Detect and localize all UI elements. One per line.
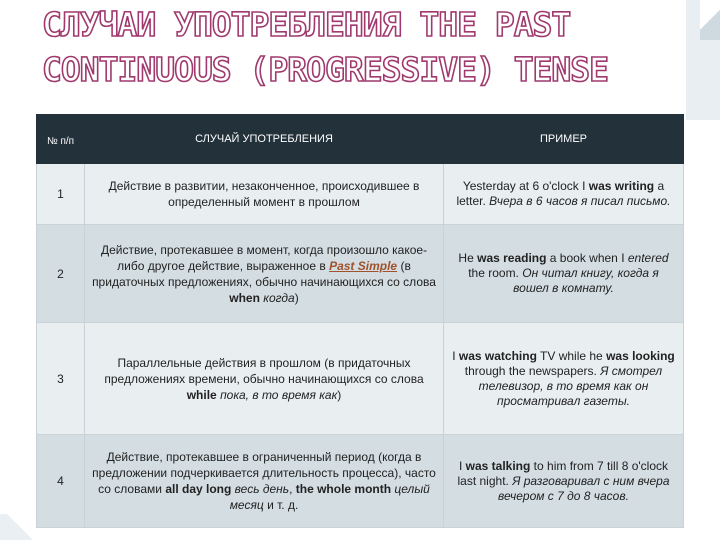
column-header-number: № п/п xyxy=(37,115,85,164)
example-translation: Я смотрел телевизор, в то время как он просматривал газеты. xyxy=(478,363,663,408)
row-number: 2 xyxy=(37,225,85,323)
corner-decoration-bottom-left xyxy=(0,514,40,540)
usage-cell xyxy=(85,323,444,435)
row-number: 1 xyxy=(37,164,85,225)
example-verb-form: was looking xyxy=(606,348,675,363)
example-cell xyxy=(444,323,684,435)
example-text: a letter. xyxy=(456,179,665,208)
example-verb-form: was reading xyxy=(477,251,547,265)
keyword-when: when xyxy=(229,290,260,305)
example-text: to him from 7 till 8 o'clock last night. xyxy=(457,458,669,488)
table-header-row xyxy=(37,115,684,164)
example-verb-form-italic: entered xyxy=(627,251,669,265)
keyword-while: while xyxy=(186,387,217,402)
usage-table xyxy=(36,114,684,528)
column-header-usage: СЛУЧАЙ УПОТРЕБЛЕНИЯ xyxy=(85,115,444,164)
example-verb-form: was talking xyxy=(465,458,531,473)
row-number: 3 xyxy=(37,323,85,435)
keyword-the-whole-month: the whole month xyxy=(295,482,392,496)
column-header-example: ПРИМЕР xyxy=(444,115,684,164)
row-number: 4 xyxy=(37,435,85,528)
usage-text: ) xyxy=(294,290,299,305)
example-cell xyxy=(444,435,684,528)
keyword-all-day-long: all day long xyxy=(165,482,232,496)
table-row xyxy=(37,323,684,435)
example-text: He xyxy=(458,251,478,265)
tense-name-past-simple: Past Simple xyxy=(329,258,398,273)
usage-cell xyxy=(85,164,444,225)
keyword-translation: когда xyxy=(263,290,295,305)
keyword-translation: пока, в то время как xyxy=(220,387,338,402)
example-translation: Я разговаривал с ним вчера вечером с 7 до 8 часов. xyxy=(498,473,670,503)
usage-text: Действие, протекавшее в момент, когда произошло какое-либо другое действие, выраженное в xyxy=(100,242,428,273)
usage-cell xyxy=(85,225,444,323)
usage-text: (в придаточных предложениях, обычно начинающихся со слова xyxy=(92,258,436,289)
slide-title: СЛУЧАИ УПОТРЕБЛЕНИЯ THE PAST CONTINUOUS (PROGRESSIVE) TENSE xyxy=(42,5,609,89)
example-text: Yesterday at 6 o'clock I xyxy=(462,179,589,193)
keyword-translation: целый месяц xyxy=(229,482,430,512)
example-text: I xyxy=(458,458,466,473)
example-text: a book when I xyxy=(546,251,628,265)
example-text: through the newspapers. xyxy=(464,363,601,378)
table-row xyxy=(37,225,684,323)
usage-text: Действие в развитии, незаконченное, происходившее в определенный момент в прошлом xyxy=(108,179,420,209)
example-text: I xyxy=(452,348,459,363)
example-cell xyxy=(444,164,684,225)
usage-text: ) xyxy=(337,387,342,402)
example-verb-form: was watching xyxy=(458,348,537,363)
keyword-translation: весь день xyxy=(234,482,290,496)
example-cell xyxy=(444,225,684,323)
usage-text: и т. д. xyxy=(263,498,299,512)
table-row xyxy=(37,435,684,528)
example-translation: Он читал книгу, когда я вошел в комнату. xyxy=(513,266,659,295)
example-verb-form: was writing xyxy=(588,179,655,193)
usage-text: , xyxy=(289,482,296,496)
example-translation: Вчера в 6 часов я писал письмо. xyxy=(489,194,671,208)
usage-cell xyxy=(85,435,444,528)
example-text: TV while he xyxy=(536,348,607,363)
example-text: the room. xyxy=(468,266,523,280)
usage-text: Параллельные действия в прошлом (в придаточных предложениях времени, обычно начинающихся со слова xyxy=(104,355,424,386)
usage-text: Действие, протекавшее в ограниченный период (когда в предложении подчеркивается длительность процесса), часто со словами xyxy=(92,450,436,496)
table-row xyxy=(37,164,684,225)
